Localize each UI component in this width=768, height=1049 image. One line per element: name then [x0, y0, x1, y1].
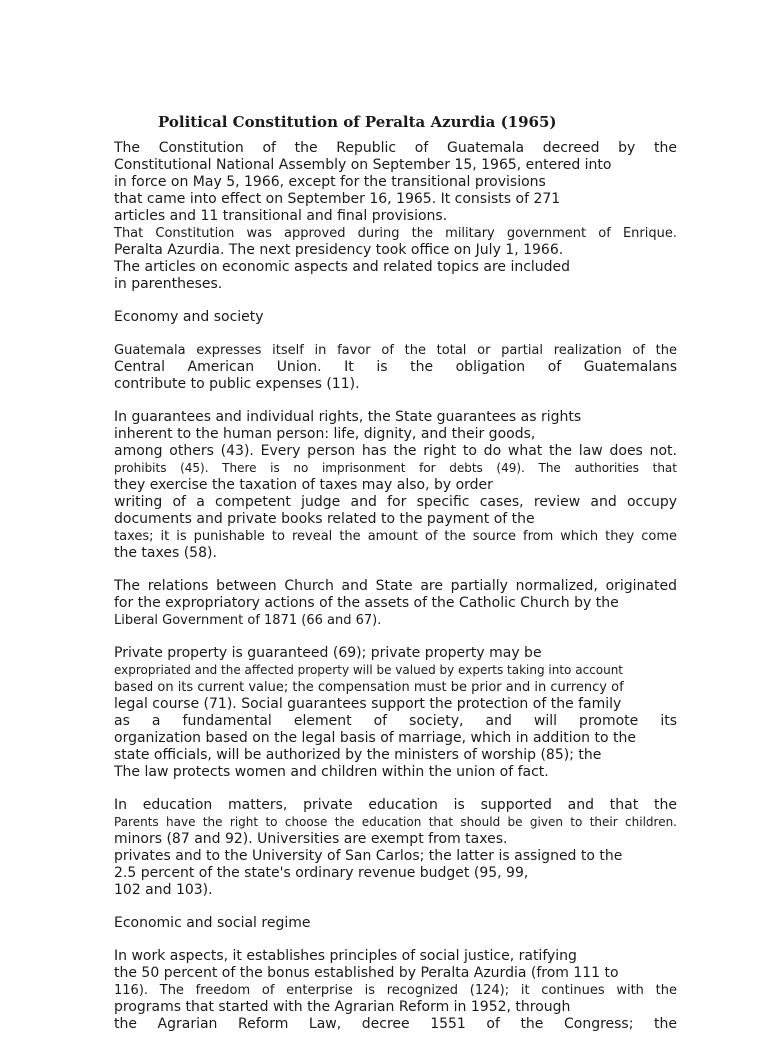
- text-line: programs that started with the Agrarian Reform in 1952, through: [114, 999, 571, 1015]
- text-line: writing of a competent judge and for specific cases, review and occupy: [114, 494, 677, 510]
- text-line: The articles on economic aspects and related topics are included: [114, 259, 571, 275]
- text-line: inherent to the human person: life, dignity, and their goods,: [114, 426, 536, 442]
- text-line: The Constitution of the Republic of Guatemala decreed by the: [114, 140, 677, 156]
- text-line: contribute to public expenses (11).: [114, 376, 360, 392]
- paragraph-central-american-union: [114, 342, 677, 393]
- paragraph-work-aspects: [114, 948, 677, 1033]
- text-line: Central American Union. It is the obligation of Guatemalans: [114, 359, 677, 375]
- text-line: In work aspects, it establishes principles of social justice, ratifying: [114, 948, 577, 964]
- text-line: taxes; it is punishable to reveal the amount of the source from which they come: [114, 529, 677, 544]
- paragraph-education: [114, 797, 677, 899]
- document-title: Political Constitution of Peralta Azurdia (1965): [158, 113, 557, 131]
- text-line: expropriated and the affected property will be valued by experts taking into account: [114, 663, 624, 677]
- heading-text: Economic and social regime: [114, 915, 311, 931]
- text-line: Liberal Government of 1871 (66 and 67).: [114, 613, 382, 628]
- paragraph-individual-rights: [114, 409, 677, 562]
- text-line: That Constitution was approved during the military government of Enrique.: [114, 226, 677, 241]
- text-line: that came into effect on September 16, 1965. It consists of 271: [114, 191, 561, 207]
- text-line: among others (43). Every person has the right to do what the law does not.: [114, 443, 677, 459]
- text-line: based on its current value; the compensation must be prior and in currency of: [114, 680, 624, 695]
- paragraph-private-property: [114, 645, 677, 781]
- text-line: The law protects women and children within the union of fact.: [114, 764, 549, 780]
- text-line: articles and 11 transitional and final provisions.: [114, 208, 448, 224]
- paragraph-intro: [114, 140, 677, 293]
- text-line: in force on May 5, 1966, except for the transitional provisions: [114, 174, 546, 190]
- text-line: state officials, will be authorized by the ministers of worship (85); the: [114, 747, 602, 763]
- text-line: the 50 percent of the bonus established by Peralta Azurdia (from 111 to: [114, 965, 619, 981]
- text-line: The relations between Church and State are partially normalized, originated: [114, 578, 677, 594]
- text-line: In education matters, private education is supported and that the: [114, 797, 677, 813]
- paragraph-church-state: [114, 578, 677, 629]
- heading-text: Economy and society: [114, 309, 264, 325]
- text-line: Constitutional National Assembly on September 15, 1965, entered into: [114, 157, 612, 173]
- text-line: Peralta Azurdia. The next presidency took office on July 1, 1966.: [114, 242, 564, 258]
- text-line: legal course (71). Social guarantees support the protection of the family: [114, 696, 622, 712]
- document-body: [114, 140, 677, 1049]
- text-line: for the expropriatory actions of the assets of the Catholic Church by the: [114, 595, 619, 611]
- text-line: minors (87 and 92). Universities are exempt from taxes.: [114, 831, 508, 847]
- text-line: In guarantees and individual rights, the State guarantees as rights: [114, 409, 582, 425]
- text-line: 102 and 103).: [114, 882, 213, 898]
- text-line: organization based on the legal basis of marriage, which in addition to the: [114, 730, 636, 746]
- text-line: Private property is guaranteed (69); private property may be: [114, 645, 542, 661]
- text-line: privates and to the University of San Carlos; the latter is assigned to the: [114, 848, 623, 864]
- text-line: in parentheses.: [114, 276, 223, 292]
- text-line: the Agrarian Reform Law, decree 1551 of the Congress; the: [114, 1016, 677, 1032]
- text-line: documents and private books related to the payment of the: [114, 511, 535, 527]
- text-line: Parents have the right to choose the education that should be given to their children.: [114, 815, 677, 829]
- text-line: the taxes (58).: [114, 545, 217, 561]
- section-heading-economic-social-regime: [114, 915, 677, 932]
- text-line: Guatemala expresses itself in favor of the total or partial realization of the: [114, 343, 677, 358]
- text-line: 2.5 percent of the state's ordinary revenue budget (95, 99,: [114, 865, 529, 881]
- text-line: 116). The freedom of enterprise is recognized (124); it continues with the: [114, 983, 677, 998]
- text-line: as a fundamental element of society, and will promote its: [114, 713, 677, 729]
- text-line: they exercise the taxation of taxes may also, by order: [114, 477, 493, 493]
- text-line: prohibits (45). There is no imprisonment for debts (49). The authorities that: [114, 461, 677, 475]
- section-heading-economy-society: [114, 309, 677, 326]
